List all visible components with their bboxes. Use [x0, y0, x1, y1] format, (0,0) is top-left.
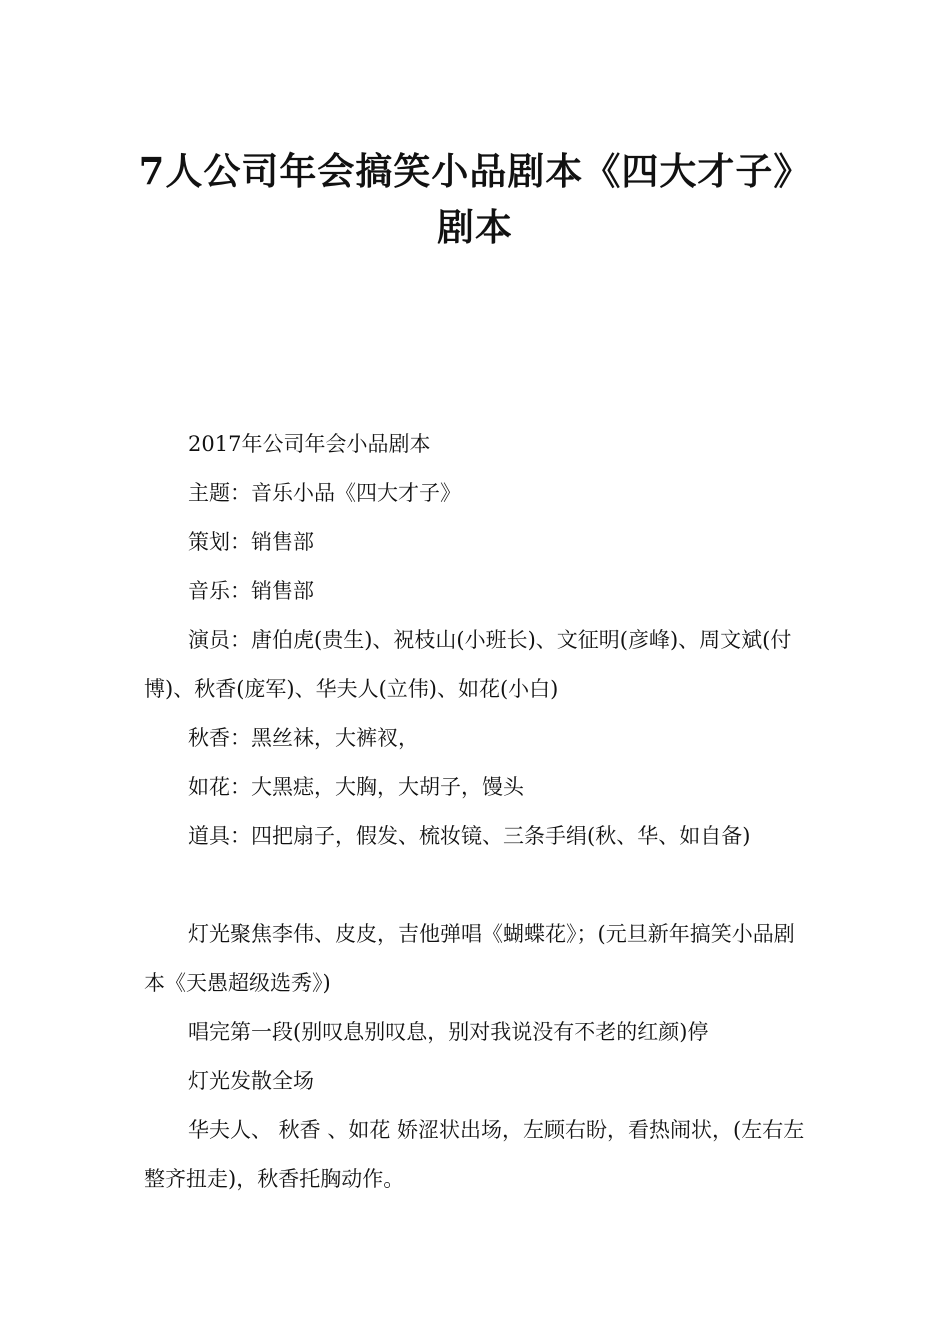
- paragraph-planning: 策划：销售部: [188, 530, 314, 554]
- paragraph-entrance: 华夫人、 秋香 、如花 娇涩状出场，左顾右盼，看热闹状，(左右左整齐扭走)，秋香托胸动作。: [144, 1118, 805, 1191]
- paragraph-qiuxiang: 秋香：黑丝袜，大裤衩，: [188, 726, 419, 750]
- paragraph-cast: 演员：唐伯虎(贵生)、祝枝山(小班长)、文征明(彦峰)、周文斌(付博)、秋香(庞军)、华夫人(立伟)、如花(小白): [144, 628, 792, 701]
- paragraph-lighting-spread: 灯光发散全场: [188, 1069, 314, 1093]
- paragraph-theme: 主题：音乐小品《四大才子》: [188, 481, 461, 505]
- paragraph-ruhua: 如花：大黑痣，大胸，大胡子，馒头: [188, 775, 524, 799]
- paragraph-song-stop: 唱完第一段(别叹息别叹息，别对我说没有不老的红颜)停: [188, 1020, 709, 1044]
- paragraph-music: 音乐：销售部: [188, 579, 314, 603]
- paragraph-spacer: [144, 861, 810, 910]
- document-body: [144, 420, 810, 1204]
- document-title: 7人公司年会搞笑小品剧本《四大才子》剧本: [138, 148, 812, 249]
- paragraph-lighting-focus: 灯光聚焦李伟、皮皮，吉他弹唱《蝴蝶花》；(元旦新年搞笑小品剧本《天愚超级选秀》): [144, 922, 795, 995]
- paragraph-props: 道具：四把扇子，假发、梳妆镜、三条手绢(秋、华、如自备): [188, 824, 751, 848]
- paragraph-year-script: 2017年公司年会小品剧本: [188, 432, 431, 456]
